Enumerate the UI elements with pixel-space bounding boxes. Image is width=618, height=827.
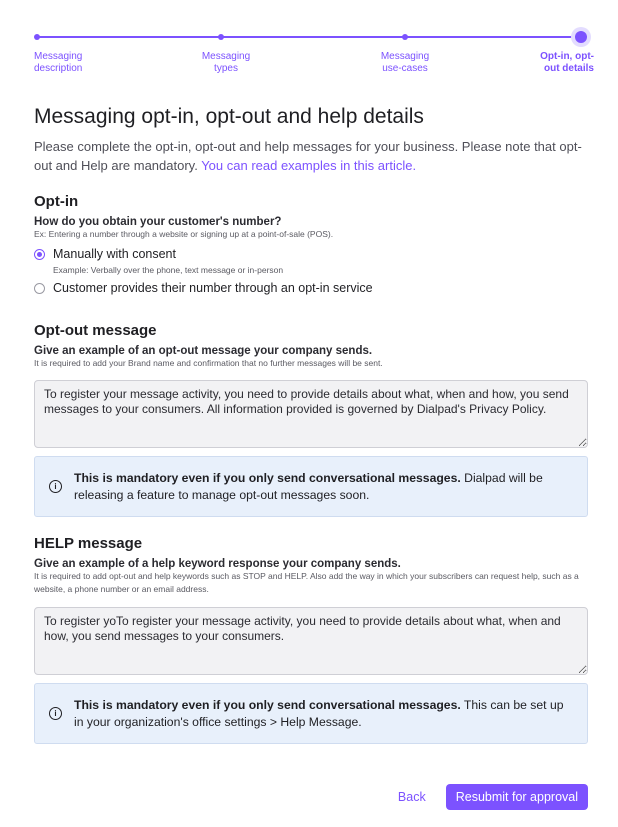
opt-out-heading: Opt-out message <box>34 322 157 339</box>
stepper-track <box>37 36 581 38</box>
help-notice-detail: This can be set up in your organization's office settings > Help Message. <box>74 697 564 729</box>
resubmit-button[interactable]: Resubmit for approval <box>446 784 588 810</box>
progress-stepper <box>0 0 618 80</box>
opt-out-notice-text <box>74 470 573 504</box>
opt-in-option-service[interactable] <box>34 281 588 295</box>
opt-in-option-manual[interactable] <box>34 247 588 261</box>
footer-actions <box>398 784 588 810</box>
step-dot-4-active <box>575 31 587 43</box>
step-dot-3 <box>402 34 408 40</box>
option-manual-label: Manually with consent <box>53 247 176 261</box>
help-hint: It is required to add opt-out and help keywords such as STOP and HELP. Also add the way in which your subscribers can request help, such as a website, a phone number or an email address. <box>34 571 579 594</box>
opt-in-heading: Opt-in <box>34 193 79 210</box>
help-section <box>34 535 588 596</box>
back-button[interactable]: Back <box>397 790 426 804</box>
help-message-field[interactable] <box>34 607 588 675</box>
intro-text: Please complete the opt-in, opt-out and help messages for your business. Please note that opt-out and Help are mandatory. <box>34 139 582 173</box>
intro-paragraph <box>34 137 588 175</box>
opt-out-section <box>34 322 588 370</box>
option-service-label: Customer provides their number through an opt-in service <box>53 281 373 295</box>
help-notice-text <box>74 697 573 731</box>
opt-out-notice-bold: This is mandatory even if you only send conversational messages. <box>74 470 461 485</box>
opt-out-notice <box>34 456 588 517</box>
help-notice-bold: This is mandatory even if you only send conversational messages. <box>74 697 461 712</box>
info-icon: i <box>49 480 62 493</box>
step-label-4: Opt-in, opt- out details <box>540 51 594 74</box>
opt-out-notice-detail: Dialpad will be releasing a feature to manage opt-out messages soon. <box>74 470 543 502</box>
radio-manual-consent[interactable] <box>34 249 45 260</box>
info-icon: i <box>49 707 62 720</box>
examples-article-link[interactable]: You can read examples in this article. <box>201 158 417 173</box>
step-label-2: Messaging types <box>201 51 251 74</box>
option-manual-example: Example: Verbally over the phone, text message or in-person <box>53 265 284 275</box>
opt-out-hint: It is required to add your Brand name and confirmation that no further messages will be sent. <box>34 358 383 368</box>
step-dot-1 <box>34 34 40 40</box>
page-title: Messaging opt-in, opt-out and help details <box>34 105 424 128</box>
help-question: Give an example of a help keyword response your company sends. <box>34 558 401 570</box>
step-label-1: Messaging description <box>34 51 83 74</box>
help-notice <box>34 683 588 744</box>
help-heading: HELP message <box>34 535 143 552</box>
opt-in-hint: Ex: Entering a number through a website or signing up at a point-of-sale (POS). <box>34 229 334 239</box>
opt-in-section <box>34 193 588 295</box>
step-label-3: Messaging use-cases <box>380 51 430 74</box>
opt-out-message-field[interactable] <box>34 380 588 448</box>
opt-in-question: How do you obtain your customer's number? <box>34 216 282 228</box>
step-dot-2 <box>218 34 224 40</box>
opt-out-question: Give an example of an opt-out message your company sends. <box>34 345 373 357</box>
radio-opt-in-service[interactable] <box>34 283 45 294</box>
